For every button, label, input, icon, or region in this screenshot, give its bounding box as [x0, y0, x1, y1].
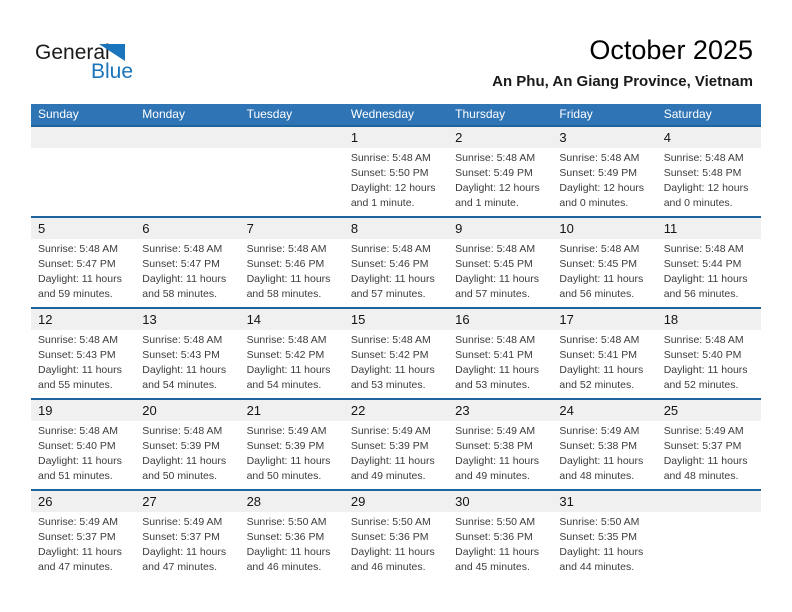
daylight-text-line2: and 46 minutes. — [350, 561, 426, 573]
page-title: October 2025 — [589, 35, 753, 65]
daylight-text-line1: Daylight: 11 hours — [663, 273, 748, 285]
sunrise-text: Sunrise: 5:49 AM — [455, 425, 536, 437]
sunset-text: Sunset: 5:35 PM — [559, 531, 638, 543]
day-details — [240, 330, 344, 393]
day-number: 11 — [657, 218, 761, 239]
daylight-text-line1: Daylight: 11 hours — [559, 273, 644, 285]
daylight-text-line1: Daylight: 12 hours — [663, 182, 749, 194]
calendar-day-cell — [135, 491, 239, 580]
daylight-text-line1: Daylight: 12 hours — [455, 182, 540, 194]
daylight-text-line1: Daylight: 12 hours — [350, 182, 436, 194]
daylight-text-line1: Daylight: 11 hours — [663, 364, 748, 376]
calendar-day-cell — [657, 491, 761, 580]
daylight-text-line1: Daylight: 11 hours — [350, 364, 435, 376]
sunrise-text: Sunrise: 5:48 AM — [559, 243, 640, 255]
daylight-text-line2: and 50 minutes. — [142, 470, 217, 482]
calendar-table — [31, 104, 761, 580]
day-details — [448, 239, 552, 302]
daylight-text-line2: and 57 minutes. — [350, 288, 426, 300]
day-number — [135, 127, 239, 148]
calendar-day-cell — [31, 309, 135, 398]
day-number: 15 — [344, 309, 448, 330]
day-details — [552, 421, 656, 484]
daylight-text-line2: and 51 minutes. — [38, 470, 113, 482]
sunset-text: Sunset: 5:39 PM — [350, 440, 429, 452]
calendar-day-cell — [552, 218, 656, 307]
calendar-week-row — [31, 398, 761, 489]
sunrise-text: Sunrise: 5:48 AM — [455, 243, 536, 255]
day-details — [657, 148, 761, 211]
sunset-text: Sunset: 5:41 PM — [455, 349, 533, 361]
sunset-text: Sunset: 5:38 PM — [559, 440, 638, 452]
day-details — [135, 330, 239, 393]
sunrise-text: Sunrise: 5:48 AM — [350, 243, 431, 255]
calendar-day-cell — [240, 309, 344, 398]
calendar-day-cell — [448, 309, 552, 398]
calendar-day-cell — [240, 218, 344, 307]
daylight-text-line1: Daylight: 11 hours — [350, 273, 435, 285]
daylight-text-line2: and 1 minute. — [455, 197, 519, 209]
weekday-header-cell: Thursday — [455, 107, 506, 121]
general-blue-logo — [35, 42, 165, 88]
sunrise-text: Sunrise: 5:49 AM — [246, 425, 327, 437]
sunrise-text: Sunrise: 5:49 AM — [142, 516, 223, 528]
daylight-text-line2: and 58 minutes. — [142, 288, 217, 300]
sunrise-text: Sunrise: 5:48 AM — [559, 152, 640, 164]
day-number: 26 — [31, 491, 135, 512]
daylight-text-line1: Daylight: 11 hours — [559, 455, 644, 467]
day-details — [657, 421, 761, 484]
sunset-text: Sunset: 5:37 PM — [38, 531, 116, 543]
sunrise-text: Sunrise: 5:50 AM — [559, 516, 640, 528]
daylight-text-line2: and 58 minutes. — [246, 288, 322, 300]
day-details — [344, 148, 448, 211]
calendar-day-cell — [135, 127, 239, 216]
daylight-text-line1: Daylight: 11 hours — [38, 546, 122, 558]
sunset-text: Sunset: 5:45 PM — [455, 258, 533, 270]
day-number: 18 — [657, 309, 761, 330]
calendar-day-cell — [448, 491, 552, 580]
daylight-text-line2: and 48 minutes. — [663, 470, 739, 482]
day-details — [344, 330, 448, 393]
day-details — [657, 330, 761, 393]
day-number: 23 — [448, 400, 552, 421]
sunset-text: Sunset: 5:49 PM — [559, 167, 638, 179]
sunset-text: Sunset: 5:48 PM — [663, 167, 742, 179]
sunrise-text: Sunrise: 5:48 AM — [455, 152, 536, 164]
day-number: 13 — [135, 309, 239, 330]
daylight-text-line1: Daylight: 11 hours — [246, 364, 331, 376]
weekday-header-cell: Sunday — [38, 107, 79, 121]
day-number: 5 — [31, 218, 135, 239]
daylight-text-line2: and 54 minutes. — [142, 379, 217, 391]
sunset-text: Sunset: 5:46 PM — [246, 258, 325, 270]
daylight-text-line2: and 1 minute. — [350, 197, 415, 209]
day-details — [448, 330, 552, 393]
sunset-text: Sunset: 5:40 PM — [663, 349, 742, 361]
calendar-day-cell — [135, 400, 239, 489]
daylight-text-line2: and 52 minutes. — [663, 379, 739, 391]
daylight-text-line2: and 49 minutes. — [350, 470, 426, 482]
calendar-day-cell — [135, 309, 239, 398]
day-number: 12 — [31, 309, 135, 330]
logo-text-blue: Blue — [91, 60, 134, 83]
sunset-text: Sunset: 5:40 PM — [38, 440, 116, 452]
day-details — [31, 330, 135, 393]
day-details — [31, 421, 135, 484]
sunrise-text: Sunrise: 5:50 AM — [246, 516, 327, 528]
day-number — [657, 491, 761, 512]
day-number: 9 — [448, 218, 552, 239]
sunset-text: Sunset: 5:39 PM — [246, 440, 325, 452]
daylight-text-line1: Daylight: 11 hours — [142, 273, 227, 285]
weekday-header-cell: Saturday — [663, 107, 712, 121]
day-number: 22 — [344, 400, 448, 421]
sunrise-text: Sunrise: 5:48 AM — [246, 334, 327, 346]
daylight-text-line2: and 52 minutes. — [559, 379, 635, 391]
day-details — [448, 512, 552, 575]
calendar-day-cell — [344, 400, 448, 489]
day-details — [240, 239, 344, 302]
sunset-text: Sunset: 5:36 PM — [350, 531, 429, 543]
day-number: 30 — [448, 491, 552, 512]
daylight-text-line2: and 57 minutes. — [455, 288, 530, 300]
sunrise-text: Sunrise: 5:48 AM — [38, 334, 118, 346]
calendar-day-cell — [657, 218, 761, 307]
daylight-text-line1: Daylight: 11 hours — [142, 546, 227, 558]
day-details — [657, 512, 761, 515]
calendar-day-cell — [240, 491, 344, 580]
sunrise-text: Sunrise: 5:48 AM — [142, 334, 223, 346]
day-number: 6 — [135, 218, 239, 239]
calendar-day-cell — [552, 400, 656, 489]
calendar-day-cell — [552, 127, 656, 216]
day-number — [31, 127, 135, 148]
daylight-text-line2: and 45 minutes. — [455, 561, 530, 573]
weekday-header-cell: Monday — [142, 107, 185, 121]
calendar-week-row — [31, 216, 761, 307]
page-location: An Phu, An Giang Province, Vietnam — [492, 73, 753, 90]
daylight-text-line1: Daylight: 11 hours — [455, 273, 539, 285]
day-details — [135, 239, 239, 302]
sunset-text: Sunset: 5:42 PM — [350, 349, 429, 361]
sunrise-text: Sunrise: 5:49 AM — [38, 516, 118, 528]
day-number: 20 — [135, 400, 239, 421]
day-number: 3 — [552, 127, 656, 148]
daylight-text-line2: and 59 minutes. — [38, 288, 113, 300]
calendar-day-cell — [448, 400, 552, 489]
sunrise-text: Sunrise: 5:48 AM — [559, 334, 640, 346]
day-details — [448, 148, 552, 211]
calendar-day-cell — [31, 127, 135, 216]
daylight-text-line1: Daylight: 11 hours — [142, 455, 227, 467]
sunrise-text: Sunrise: 5:50 AM — [350, 516, 431, 528]
day-details — [31, 148, 135, 151]
day-details — [240, 512, 344, 575]
sunset-text: Sunset: 5:47 PM — [38, 258, 116, 270]
sunrise-text: Sunrise: 5:48 AM — [350, 334, 431, 346]
daylight-text-line2: and 47 minutes. — [38, 561, 113, 573]
day-details — [552, 330, 656, 393]
day-number — [240, 127, 344, 148]
daylight-text-line2: and 0 minutes. — [559, 197, 629, 209]
sunset-text: Sunset: 5:49 PM — [455, 167, 533, 179]
sunset-text: Sunset: 5:37 PM — [142, 531, 220, 543]
calendar-day-cell — [135, 218, 239, 307]
daylight-text-line1: Daylight: 12 hours — [559, 182, 645, 194]
day-details — [448, 421, 552, 484]
calendar-grid — [31, 125, 761, 580]
weekday-header-cell: Wednesday — [350, 107, 414, 121]
daylight-text-line2: and 48 minutes. — [559, 470, 635, 482]
calendar-day-cell — [344, 127, 448, 216]
day-number: 8 — [344, 218, 448, 239]
daylight-text-line2: and 50 minutes. — [246, 470, 322, 482]
sunset-text: Sunset: 5:37 PM — [663, 440, 742, 452]
calendar-day-cell — [344, 218, 448, 307]
daylight-text-line1: Daylight: 11 hours — [38, 273, 122, 285]
sunrise-text: Sunrise: 5:48 AM — [246, 243, 327, 255]
daylight-text-line1: Daylight: 11 hours — [350, 546, 435, 558]
calendar-day-cell — [240, 127, 344, 216]
daylight-text-line1: Daylight: 11 hours — [559, 546, 644, 558]
daylight-text-line2: and 44 minutes. — [559, 561, 635, 573]
day-details — [344, 239, 448, 302]
day-details — [344, 512, 448, 575]
sunrise-text: Sunrise: 5:49 AM — [663, 425, 744, 437]
sunset-text: Sunset: 5:36 PM — [455, 531, 533, 543]
daylight-text-line2: and 49 minutes. — [455, 470, 530, 482]
sunset-text: Sunset: 5:47 PM — [142, 258, 220, 270]
sunset-text: Sunset: 5:45 PM — [559, 258, 638, 270]
sunset-text: Sunset: 5:42 PM — [246, 349, 325, 361]
sunrise-text: Sunrise: 5:48 AM — [142, 425, 223, 437]
day-number: 28 — [240, 491, 344, 512]
calendar-day-cell — [448, 218, 552, 307]
daylight-text-line1: Daylight: 11 hours — [246, 273, 331, 285]
calendar-day-cell — [344, 309, 448, 398]
daylight-text-line2: and 53 minutes. — [350, 379, 426, 391]
calendar-day-cell — [448, 127, 552, 216]
day-number: 21 — [240, 400, 344, 421]
daylight-text-line2: and 0 minutes. — [663, 197, 733, 209]
daylight-text-line1: Daylight: 11 hours — [350, 455, 435, 467]
sunrise-text: Sunrise: 5:48 AM — [663, 243, 744, 255]
day-number: 4 — [657, 127, 761, 148]
calendar-week-row — [31, 489, 761, 580]
weekday-header-row — [31, 104, 761, 125]
daylight-text-line1: Daylight: 11 hours — [38, 455, 122, 467]
sunset-text: Sunset: 5:41 PM — [559, 349, 638, 361]
daylight-text-line1: Daylight: 11 hours — [663, 455, 748, 467]
day-number: 16 — [448, 309, 552, 330]
sunset-text: Sunset: 5:39 PM — [142, 440, 220, 452]
weekday-header-cell: Friday — [559, 107, 593, 121]
daylight-text-line1: Daylight: 11 hours — [38, 364, 122, 376]
calendar-day-cell — [657, 127, 761, 216]
day-number: 7 — [240, 218, 344, 239]
daylight-text-line1: Daylight: 11 hours — [455, 364, 539, 376]
calendar-day-cell — [240, 400, 344, 489]
day-number: 10 — [552, 218, 656, 239]
calendar-day-cell — [31, 491, 135, 580]
daylight-text-line1: Daylight: 11 hours — [455, 455, 539, 467]
calendar-day-cell — [344, 491, 448, 580]
weekday-header-cell: Tuesday — [246, 107, 293, 121]
sunset-text: Sunset: 5:43 PM — [38, 349, 116, 361]
daylight-text-line1: Daylight: 11 hours — [142, 364, 227, 376]
sunrise-text: Sunrise: 5:48 AM — [38, 425, 118, 437]
day-number: 17 — [552, 309, 656, 330]
day-number: 31 — [552, 491, 656, 512]
daylight-text-line2: and 56 minutes. — [559, 288, 635, 300]
daylight-text-line2: and 53 minutes. — [455, 379, 530, 391]
sunset-text: Sunset: 5:50 PM — [350, 167, 429, 179]
page-header — [492, 34, 753, 90]
day-details — [135, 148, 239, 151]
sunset-text: Sunset: 5:46 PM — [350, 258, 429, 270]
day-details — [552, 512, 656, 575]
calendar-week-row — [31, 307, 761, 398]
day-number: 14 — [240, 309, 344, 330]
logo-text-general: General — [35, 41, 110, 64]
daylight-text-line2: and 55 minutes. — [38, 379, 113, 391]
sunrise-text: Sunrise: 5:50 AM — [455, 516, 536, 528]
day-number: 24 — [552, 400, 656, 421]
sunset-text: Sunset: 5:43 PM — [142, 349, 220, 361]
day-number: 2 — [448, 127, 552, 148]
sunrise-text: Sunrise: 5:48 AM — [455, 334, 536, 346]
sunrise-text: Sunrise: 5:48 AM — [663, 152, 744, 164]
calendar-week-row — [31, 125, 761, 216]
day-number: 29 — [344, 491, 448, 512]
day-details — [135, 512, 239, 575]
calendar-day-cell — [657, 309, 761, 398]
sunset-text: Sunset: 5:36 PM — [246, 531, 325, 543]
day-number: 19 — [31, 400, 135, 421]
day-details — [31, 512, 135, 575]
day-number: 25 — [657, 400, 761, 421]
day-details — [135, 421, 239, 484]
day-number: 1 — [344, 127, 448, 148]
daylight-text-line2: and 46 minutes. — [246, 561, 322, 573]
day-details — [657, 239, 761, 302]
daylight-text-line1: Daylight: 11 hours — [246, 455, 331, 467]
day-details — [240, 421, 344, 484]
calendar-day-cell — [552, 491, 656, 580]
sunrise-text: Sunrise: 5:49 AM — [350, 425, 431, 437]
day-details — [240, 148, 344, 151]
daylight-text-line2: and 56 minutes. — [663, 288, 739, 300]
calendar-day-cell — [657, 400, 761, 489]
day-number: 27 — [135, 491, 239, 512]
daylight-text-line1: Daylight: 11 hours — [246, 546, 331, 558]
day-details — [31, 239, 135, 302]
daylight-text-line2: and 47 minutes. — [142, 561, 217, 573]
sunset-text: Sunset: 5:44 PM — [663, 258, 742, 270]
calendar-day-cell — [31, 400, 135, 489]
calendar-day-cell — [31, 218, 135, 307]
calendar-day-cell — [552, 309, 656, 398]
sunrise-text: Sunrise: 5:48 AM — [38, 243, 118, 255]
day-details — [552, 239, 656, 302]
sunrise-text: Sunrise: 5:48 AM — [142, 243, 223, 255]
day-details — [552, 148, 656, 211]
sunrise-text: Sunrise: 5:48 AM — [663, 334, 744, 346]
sunrise-text: Sunrise: 5:48 AM — [350, 152, 431, 164]
day-details — [344, 421, 448, 484]
daylight-text-line1: Daylight: 11 hours — [455, 546, 539, 558]
sunrise-text: Sunrise: 5:49 AM — [559, 425, 640, 437]
daylight-text-line1: Daylight: 11 hours — [559, 364, 644, 376]
daylight-text-line2: and 54 minutes. — [246, 379, 322, 391]
sunset-text: Sunset: 5:38 PM — [455, 440, 533, 452]
